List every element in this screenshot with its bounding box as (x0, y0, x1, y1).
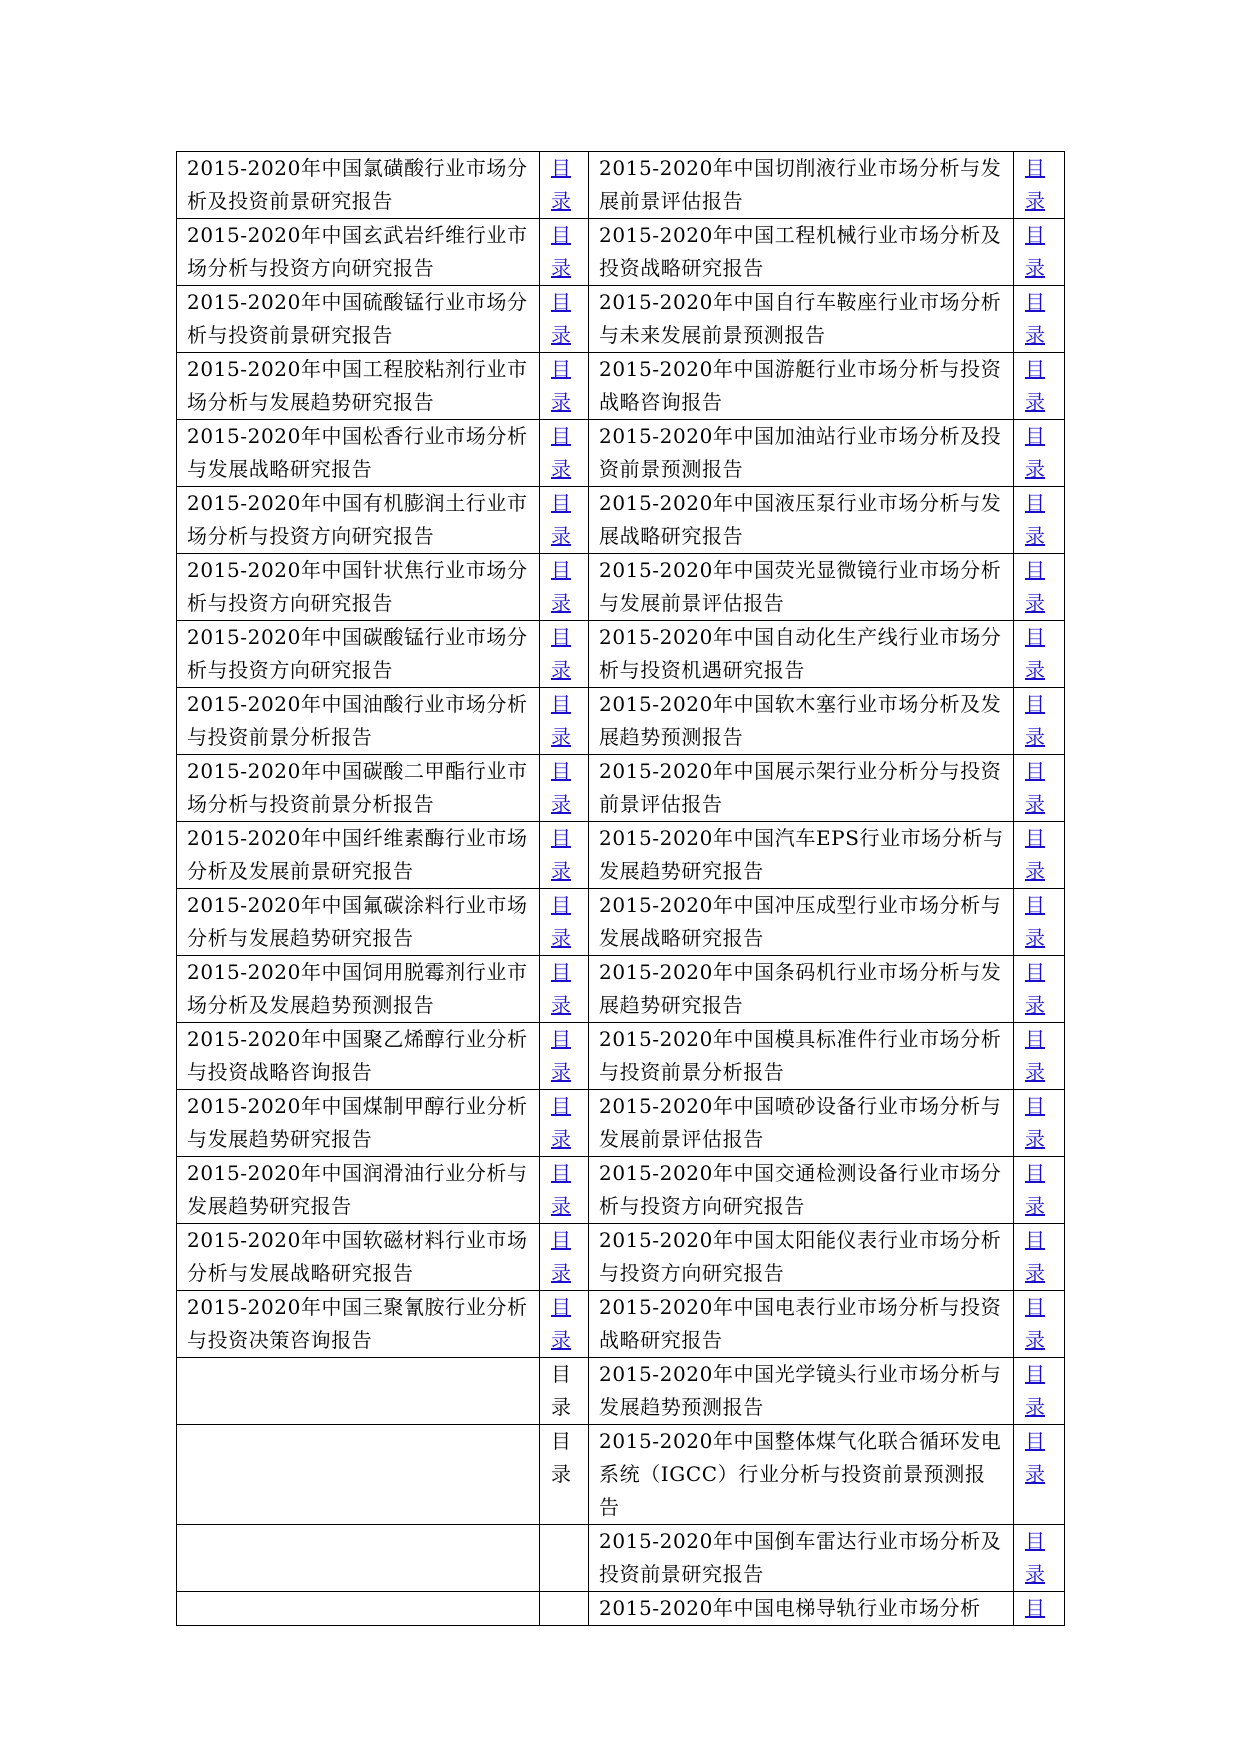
table-row (177, 353, 1065, 420)
report-title-right: 2015-2020年中国倒车雷达行业市场分析及投资前景研究报告 (589, 1525, 1014, 1592)
toc-cell-right (1014, 554, 1065, 621)
table-row (177, 420, 1065, 487)
table-row (177, 688, 1065, 755)
table-row (177, 1157, 1065, 1224)
toc-cell-right (1014, 1525, 1065, 1592)
toc-link[interactable]: 目录 (1025, 759, 1045, 816)
table-row (177, 286, 1065, 353)
toc-link[interactable]: 目录 (551, 893, 571, 950)
toc-label-plain: 目录 (551, 1362, 571, 1419)
report-title-left: 2015-2020年中国硫酸锰行业市场分析与投资前景研究报告 (177, 286, 540, 353)
toc-cell-left (540, 688, 589, 755)
report-title-left (177, 1592, 540, 1626)
table-row (177, 1592, 1065, 1626)
toc-link[interactable]: 目录 (551, 223, 571, 280)
table-row (177, 1425, 1065, 1525)
report-title-left: 2015-2020年中国玄武岩纤维行业市场分析与投资方向研究报告 (177, 219, 540, 286)
report-title-right: 2015-2020年中国加油站行业市场分析及投资前景预测报告 (589, 420, 1014, 487)
toc-cell-left (540, 1157, 589, 1224)
report-title-right: 2015-2020年中国喷砂设备行业市场分析与发展前景评估报告 (589, 1090, 1014, 1157)
report-title-left: 2015-2020年中国润滑油行业分析与发展趋势研究报告 (177, 1157, 540, 1224)
report-title-left (177, 1525, 540, 1592)
toc-link[interactable]: 目录 (1025, 223, 1045, 280)
toc-link[interactable]: 目录 (1025, 960, 1045, 1017)
report-title-right: 2015-2020年中国条码机行业市场分析与发展趋势研究报告 (589, 956, 1014, 1023)
table-row (177, 1358, 1065, 1425)
toc-cell-left (540, 1224, 589, 1291)
toc-link[interactable]: 目录 (551, 558, 571, 615)
table-row (177, 1090, 1065, 1157)
table-row (177, 621, 1065, 688)
toc-cell-right (1014, 1592, 1065, 1626)
toc-link[interactable]: 目录 (1025, 1027, 1045, 1084)
report-title-right: 2015-2020年中国展示架行业分析分与投资前景评估报告 (589, 755, 1014, 822)
toc-link[interactable]: 目录 (551, 156, 571, 213)
toc-link[interactable]: 目录 (551, 625, 571, 682)
toc-cell-left (540, 152, 589, 219)
toc-cell-left (540, 286, 589, 353)
toc-link[interactable]: 目录 (551, 1228, 571, 1285)
report-title-left: 2015-2020年中国纤维素酶行业市场分析及发展前景研究报告 (177, 822, 540, 889)
report-title-right: 2015-2020年中国工程机械行业市场分析及投资战略研究报告 (589, 219, 1014, 286)
report-title-right: 2015-2020年中国冲压成型行业市场分析与发展战略研究报告 (589, 889, 1014, 956)
report-title-right: 2015-2020年中国切削液行业市场分析与发展前景评估报告 (589, 152, 1014, 219)
toc-link[interactable]: 目录 (1025, 1094, 1045, 1151)
table-row (177, 1291, 1065, 1358)
toc-link[interactable]: 目录 (551, 1295, 571, 1352)
report-title-right: 2015-2020年中国自行车鞍座行业市场分析与未来发展前景预测报告 (589, 286, 1014, 353)
toc-link[interactable]: 目录 (1025, 1161, 1045, 1218)
report-title-left: 2015-2020年中国工程胶粘剂行业市场分析与发展趋势研究报告 (177, 353, 540, 420)
toc-cell-left (540, 1291, 589, 1358)
report-title-left: 2015-2020年中国聚乙烯醇行业分析与投资战略咨询报告 (177, 1023, 540, 1090)
toc-cell-left (540, 755, 589, 822)
toc-cell-left (540, 1023, 589, 1090)
toc-cell-right (1014, 688, 1065, 755)
report-title-right: 2015-2020年中国电表行业市场分析与投资战略研究报告 (589, 1291, 1014, 1358)
report-title-left: 2015-2020年中国煤制甲醇行业分析与发展趋势研究报告 (177, 1090, 540, 1157)
toc-cell-right (1014, 420, 1065, 487)
table-row (177, 152, 1065, 219)
toc-cell-right (1014, 487, 1065, 554)
toc-link[interactable]: 目录 (551, 1161, 571, 1218)
toc-cell-left (540, 1525, 589, 1592)
toc-link[interactable]: 目录 (1025, 692, 1045, 749)
toc-label-plain: 目录 (551, 1429, 571, 1486)
toc-link[interactable]: 目录 (1025, 424, 1045, 481)
report-title-left: 2015-2020年中国针状焦行业市场分析与投资方向研究报告 (177, 554, 540, 621)
toc-link[interactable]: 目录 (1025, 290, 1045, 347)
toc-cell-left (540, 889, 589, 956)
toc-cell-left (540, 487, 589, 554)
table-row (177, 889, 1065, 956)
toc-cell-right (1014, 1157, 1065, 1224)
toc-cell-left (540, 956, 589, 1023)
toc-cell-right (1014, 286, 1065, 353)
toc-link[interactable]: 目录 (1025, 558, 1045, 615)
toc-cell-left (540, 219, 589, 286)
toc-link[interactable]: 目录 (1025, 1295, 1045, 1352)
toc-link[interactable]: 目录 (1025, 625, 1045, 682)
report-title-left: 2015-2020年中国油酸行业市场分析与投资前景分析报告 (177, 688, 540, 755)
table-row (177, 554, 1065, 621)
toc-cell-right (1014, 353, 1065, 420)
report-title-right: 2015-2020年中国模具标准件行业市场分析与投资前景分析报告 (589, 1023, 1014, 1090)
report-title-left: 2015-2020年中国三聚氰胺行业分析与投资决策咨询报告 (177, 1291, 540, 1358)
toc-link[interactable]: 目录 (551, 491, 571, 548)
report-title-left: 2015-2020年中国饲用脱霉剂行业市场分析及发展趋势预测报告 (177, 956, 540, 1023)
toc-link[interactable]: 目录 (1025, 1429, 1045, 1486)
report-title-right: 2015-2020年中国太阳能仪表行业市场分析与投资方向研究报告 (589, 1224, 1014, 1291)
table-row (177, 1224, 1065, 1291)
report-list-body (177, 152, 1065, 1626)
report-title-left: 2015-2020年中国软磁材料行业市场分析与发展战略研究报告 (177, 1224, 540, 1291)
toc-cell-right (1014, 1224, 1065, 1291)
table-row (177, 487, 1065, 554)
toc-cell-right (1014, 822, 1065, 889)
toc-link[interactable]: 目录 (551, 1094, 571, 1151)
toc-link[interactable]: 目录 (551, 826, 571, 883)
report-title-right: 2015-2020年中国游艇行业市场分析与投资战略咨询报告 (589, 353, 1014, 420)
table-row (177, 822, 1065, 889)
toc-link[interactable]: 目录 (551, 290, 571, 347)
table-row (177, 755, 1065, 822)
report-title-right: 2015-2020年中国交通检测设备行业市场分析与投资方向研究报告 (589, 1157, 1014, 1224)
toc-cell-right (1014, 956, 1065, 1023)
report-title-right: 2015-2020年中国整体煤气化联合循环发电系统（IGCC）行业分析与投资前景预测报告 (589, 1425, 1014, 1525)
toc-link[interactable]: 目录 (551, 759, 571, 816)
toc-cell-right (1014, 621, 1065, 688)
toc-cell-right (1014, 1291, 1065, 1358)
toc-link[interactable]: 目录 (1025, 1362, 1045, 1419)
report-title-right: 2015-2020年中国电梯导轨行业市场分析 (589, 1592, 1014, 1626)
toc-link[interactable]: 目录 (551, 357, 571, 414)
toc-cell-left (540, 621, 589, 688)
toc-cell-left (540, 1592, 589, 1626)
toc-link[interactable]: 目录 (551, 692, 571, 749)
report-title-right: 2015-2020年中国光学镜头行业市场分析与发展趋势预测报告 (589, 1358, 1014, 1425)
toc-cell-left (540, 1425, 589, 1525)
report-title-left: 2015-2020年中国有机膨润土行业市场分析与投资方向研究报告 (177, 487, 540, 554)
toc-link[interactable]: 目录 (1025, 357, 1045, 414)
report-title-left: 2015-2020年中国氟碳涂料行业市场分析与发展趋势研究报告 (177, 889, 540, 956)
toc-link[interactable]: 目录 (1025, 826, 1045, 883)
table-row (177, 956, 1065, 1023)
toc-cell-left (540, 353, 589, 420)
toc-cell-right (1014, 1358, 1065, 1425)
report-title-left (177, 1358, 540, 1425)
toc-cell-right (1014, 1425, 1065, 1525)
report-title-right: 2015-2020年中国液压泵行业市场分析与发展战略研究报告 (589, 487, 1014, 554)
toc-cell-left (540, 420, 589, 487)
report-title-left (177, 1425, 540, 1525)
table-row (177, 219, 1065, 286)
report-title-left: 2015-2020年中国碳酸锰行业市场分析与投资方向研究报告 (177, 621, 540, 688)
report-title-right: 2015-2020年中国汽车EPS行业市场分析与发展趋势研究报告 (589, 822, 1014, 889)
toc-cell-right (1014, 1090, 1065, 1157)
report-title-left: 2015-2020年中国碳酸二甲酯行业市场分析与投资前景分析报告 (177, 755, 540, 822)
report-title-right: 2015-2020年中国自动化生产线行业市场分析与投资机遇研究报告 (589, 621, 1014, 688)
toc-link[interactable]: 目 (1025, 1596, 1045, 1620)
report-title-left: 2015-2020年中国氯磺酸行业市场分析及投资前景研究报告 (177, 152, 540, 219)
report-list-table (176, 151, 1065, 1626)
table-row (177, 1525, 1065, 1592)
toc-link[interactable]: 目录 (1025, 156, 1045, 213)
toc-cell-left (540, 822, 589, 889)
toc-cell-right (1014, 152, 1065, 219)
table-row (177, 1023, 1065, 1090)
report-title-right: 2015-2020年中国荧光显微镜行业市场分析与发展前景评估报告 (589, 554, 1014, 621)
toc-link[interactable]: 目录 (1025, 1228, 1045, 1285)
report-title-right: 2015-2020年中国软木塞行业市场分析及发展趋势预测报告 (589, 688, 1014, 755)
toc-link[interactable]: 目录 (551, 424, 571, 481)
toc-cell-left (540, 1358, 589, 1425)
toc-cell-right (1014, 755, 1065, 822)
toc-link[interactable]: 目录 (1025, 1529, 1045, 1586)
toc-cell-right (1014, 1023, 1065, 1090)
toc-link[interactable]: 目录 (551, 1027, 571, 1084)
toc-cell-right (1014, 889, 1065, 956)
report-title-left: 2015-2020年中国松香行业市场分析与发展战略研究报告 (177, 420, 540, 487)
toc-cell-left (540, 1090, 589, 1157)
toc-cell-left (540, 554, 589, 621)
toc-cell-right (1014, 219, 1065, 286)
toc-link[interactable]: 目录 (1025, 893, 1045, 950)
toc-link[interactable]: 目录 (551, 960, 571, 1017)
toc-link[interactable]: 目录 (1025, 491, 1045, 548)
